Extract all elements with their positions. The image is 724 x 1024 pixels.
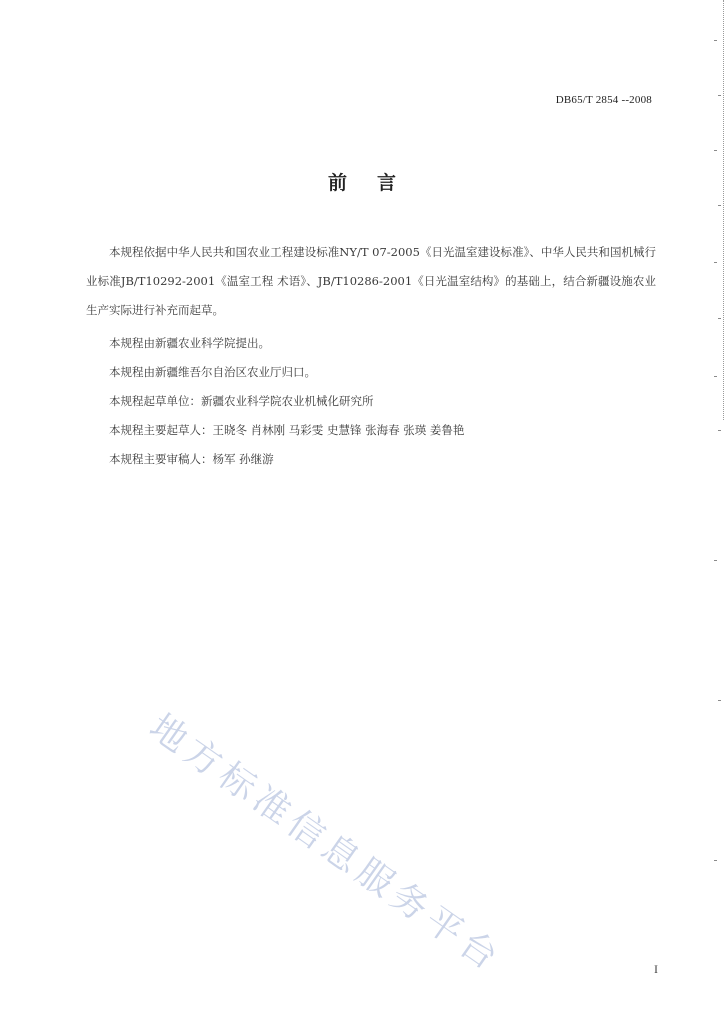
paragraph-reviewers: 本规程主要审稿人：杨军 孙继游 [109,452,274,466]
scan-edge-artifact [717,0,724,420]
scan-noise-mark [718,205,721,206]
scan-noise-mark [714,560,717,561]
page-title: 前言 [327,172,426,194]
paragraph-basis: 本规程依据中华人民共和国农业工程建设标准NY/T 07-2005《日光温室建设标准》、中华人民共和国机械行业标准JB/T10292-2001《温室工程 术语》、JB/T10286-2001《日光温室结构》的基础上，结合新疆设施农业生产实际进行补充而起草。 [86,245,656,317]
scan-noise-mark [718,700,721,701]
scan-noise-mark [714,376,717,377]
page-number: I [654,962,658,976]
scan-noise-mark [714,262,717,263]
scan-noise-mark [718,430,721,431]
paragraph-drafters: 本规程主要起草人：王晓冬 肖林刚 马彩雯 史慧锋 张海春 张瑛 姜鲁艳 [109,423,465,437]
scan-noise-mark [714,150,717,151]
paragraph-drafting-unit: 本规程起草单位：新疆农业科学院农业机械化研究所 [109,394,374,408]
scan-noise-mark [718,318,721,319]
scan-noise-mark [714,40,717,41]
watermark-text: 地方标准信息服务平台 [141,706,510,982]
scan-noise-mark [714,860,717,861]
standard-code: DB65/T 2854 --2008 [555,94,652,106]
scan-noise-mark [718,95,721,96]
paragraph-administrator: 本规程由新疆维吾尔自治区农业厅归口。 [109,365,316,379]
paragraph-proposer: 本规程由新疆农业科学院提出。 [109,336,270,350]
foreword-body [86,238,656,474]
